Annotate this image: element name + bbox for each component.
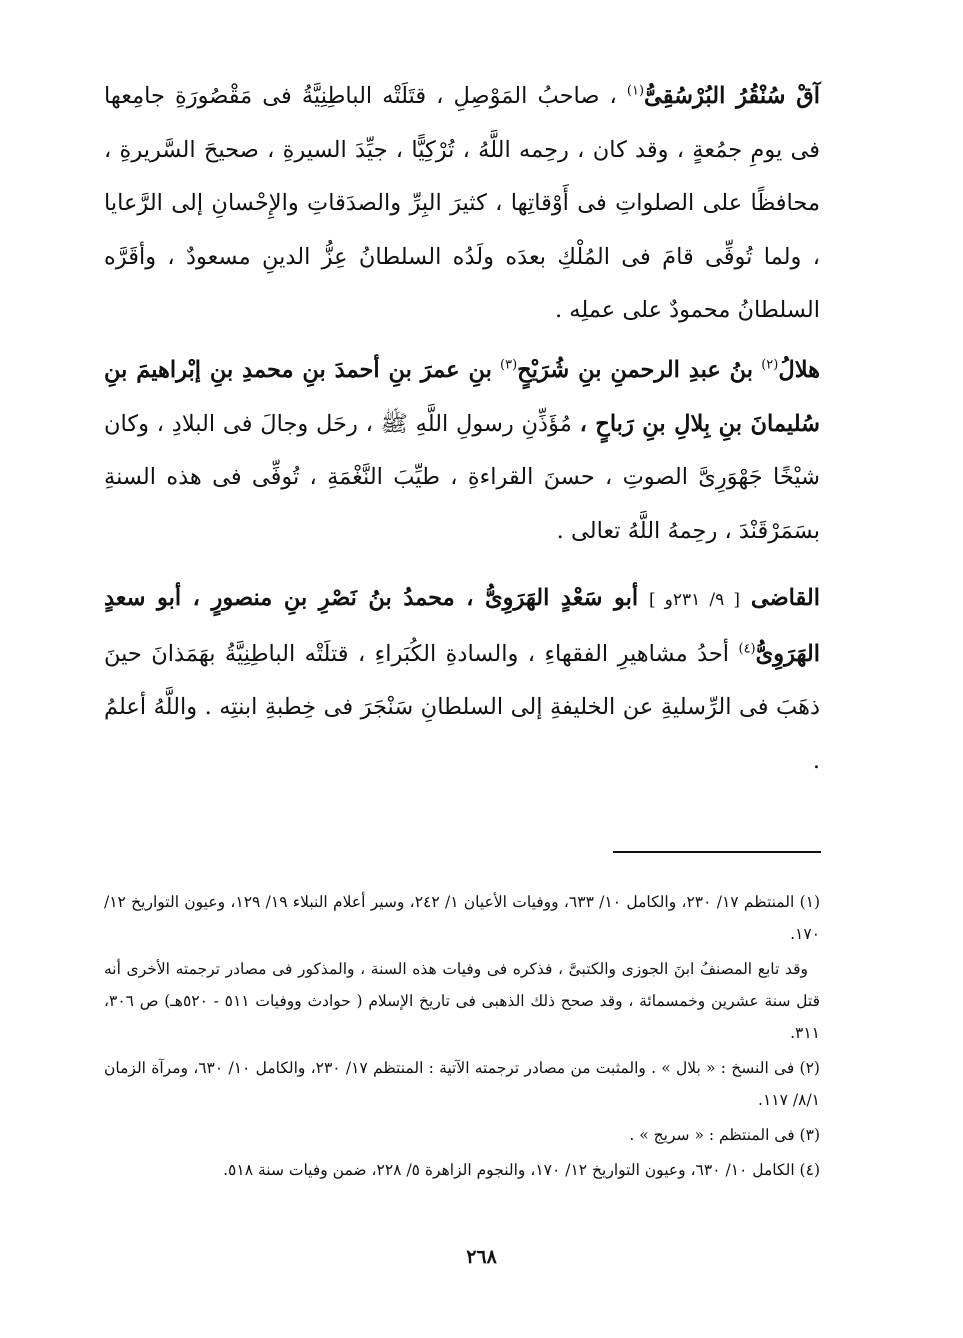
page-number: ٢٦٨ — [466, 1246, 497, 1268]
biography-entry-aqsunqur — [104, 70, 820, 338]
footnotes — [104, 886, 820, 1189]
biography-entry-hilal — [104, 344, 820, 558]
entry-name: هلالُ — [778, 357, 820, 383]
entry-prefix: القاضى — [750, 585, 821, 611]
entry-name-tail: بنِ عمرَ بنِ أحمدَ بنِ محمدِ بنِ إبْراهيمَ بنِ سُليمانَ بنِ بِلالِ بنِ رَباحٍ ، — [104, 357, 820, 437]
footnote-3: (٣) فى المنتظم : « سريج » . — [629, 1126, 820, 1144]
footnote-1: (١) المنتظم ١٧/ ٢٣٠، والكامل ١٠/ ٦٣٣، ووفيات الأعيان ١/ ٢٤٢، وسير أعلام النبلاء ١٩/ ١٢٩، وعيون التواريخ ١٢/ ١٧٠. — [104, 893, 821, 943]
footnote-2: (٢) فى النسخ : « بلال » . والمثبت من مصادر ترجمته الآتية : المنتظم ١٧/ ٢٣٠، والكامل ١٠/ ٦٣٠، ومرآة الزمان ٨/١/ ١١٧. — [104, 1059, 820, 1109]
footnote-4: (٤) الكامل ١٠/ ٦٣٠، وعيون التواريخ ١٢/ ١٧٠، والنجوم الزاهرة ٥/ ٢٢٨، ضمن وفيات سنة ٥١٨. — [223, 1161, 820, 1179]
entry-name: أبو سَعْدٍ الهَرَوِىُّ ، محمدُ بنُ نَصْرِ بنِ منصورٍ ، أبو سعدٍ الهَرَوِىُّ — [104, 585, 820, 667]
entry-name: آقْ سُنْقُرُ البُرْسُقِىُّ — [644, 83, 820, 109]
manuscript-folio-marker: [ ٩/ ٢٣١و ] — [648, 590, 740, 610]
footnote-ref[interactable]: (١) — [626, 83, 645, 99]
footnote-ref[interactable]: (٤) — [738, 641, 756, 656]
footnote-ref[interactable]: (٣) — [500, 357, 518, 373]
entry-text: ، صاحبُ المَوْصِلِ ، قتَلَتْه الباطِنِيَّةُ فى مَقْصُورَةِ جامِعها فى يومِ جمُعةٍ ، وقد كان ، رحِمه اللَّهُ ، تُرْكِيًّا ، جيِّدَ السيرةِ ، صحيحَ السَّريرةِ ، محافظًا على الصلواتِ فى أَوْقاتِها ، كثيرَ البِرِّ والصدَقاتِ والإِحْسانِ إلى الرَّعايا ، ولما تُوفِّى قامَ فى المُلْكِ بعدَه ولَدُه السلطانُ عِزُّ الدينِ مسعودٌ ، وأقَرَّه السلطانُ محمودٌ على عملِه . — [104, 83, 820, 323]
entry-text: أحدُ مشاهيرِ الفقهاءِ ، والسادةِ الكُبَراءِ ، قتلَتْه الباطِنِيَّةُ بهَمَذانَ حينَ ذهَبَ فى الرِّسليةِ عن الخليفةِ إلى السلطانِ سَنْجَرَ فى خِطبةِ ابنتِه . واللَّهُ أعلمُ . — [104, 640, 820, 774]
biography-entry-abu-sad — [104, 572, 820, 788]
entry-text: مُؤَذِّنِ رسولِ اللَّهِ ﷺ ، رحَل وجالَ فى البلادِ ، وكان شيْخًا جَهْوَرِىَّ الصوتِ ، حسنَ القراءةِ ، طيِّبَ النَّغْمَةِ ، تُوفِّى فى هذه السنةِ بسَمَرْقَنْدَ ، رحِمهُ اللَّهُ تعالى . — [104, 410, 820, 544]
footnote-1-continued: وقد تابع المصنفُ ابنَ الجوزى والكتبىَّ ، فذكره فى وفيات هذه السنة ، والمذكور فى مصادر ترجمته الأخرى أنه قتل سنة عشرين وخمسمائة ، وقد صحح ذلك الذهبى فى تاريخ الإسلام ( حوادث ووفيات ٥١١ - ٥٢٠هـ) ص ٣٠٦، ٣١١. — [104, 960, 820, 1042]
entry-name-continued: بنُ عبدِ الرحمنِ بنِ شُرَيْحٍ — [517, 357, 754, 383]
footnote-ref[interactable]: (٢) — [761, 357, 779, 373]
footnote-divider — [613, 851, 821, 853]
